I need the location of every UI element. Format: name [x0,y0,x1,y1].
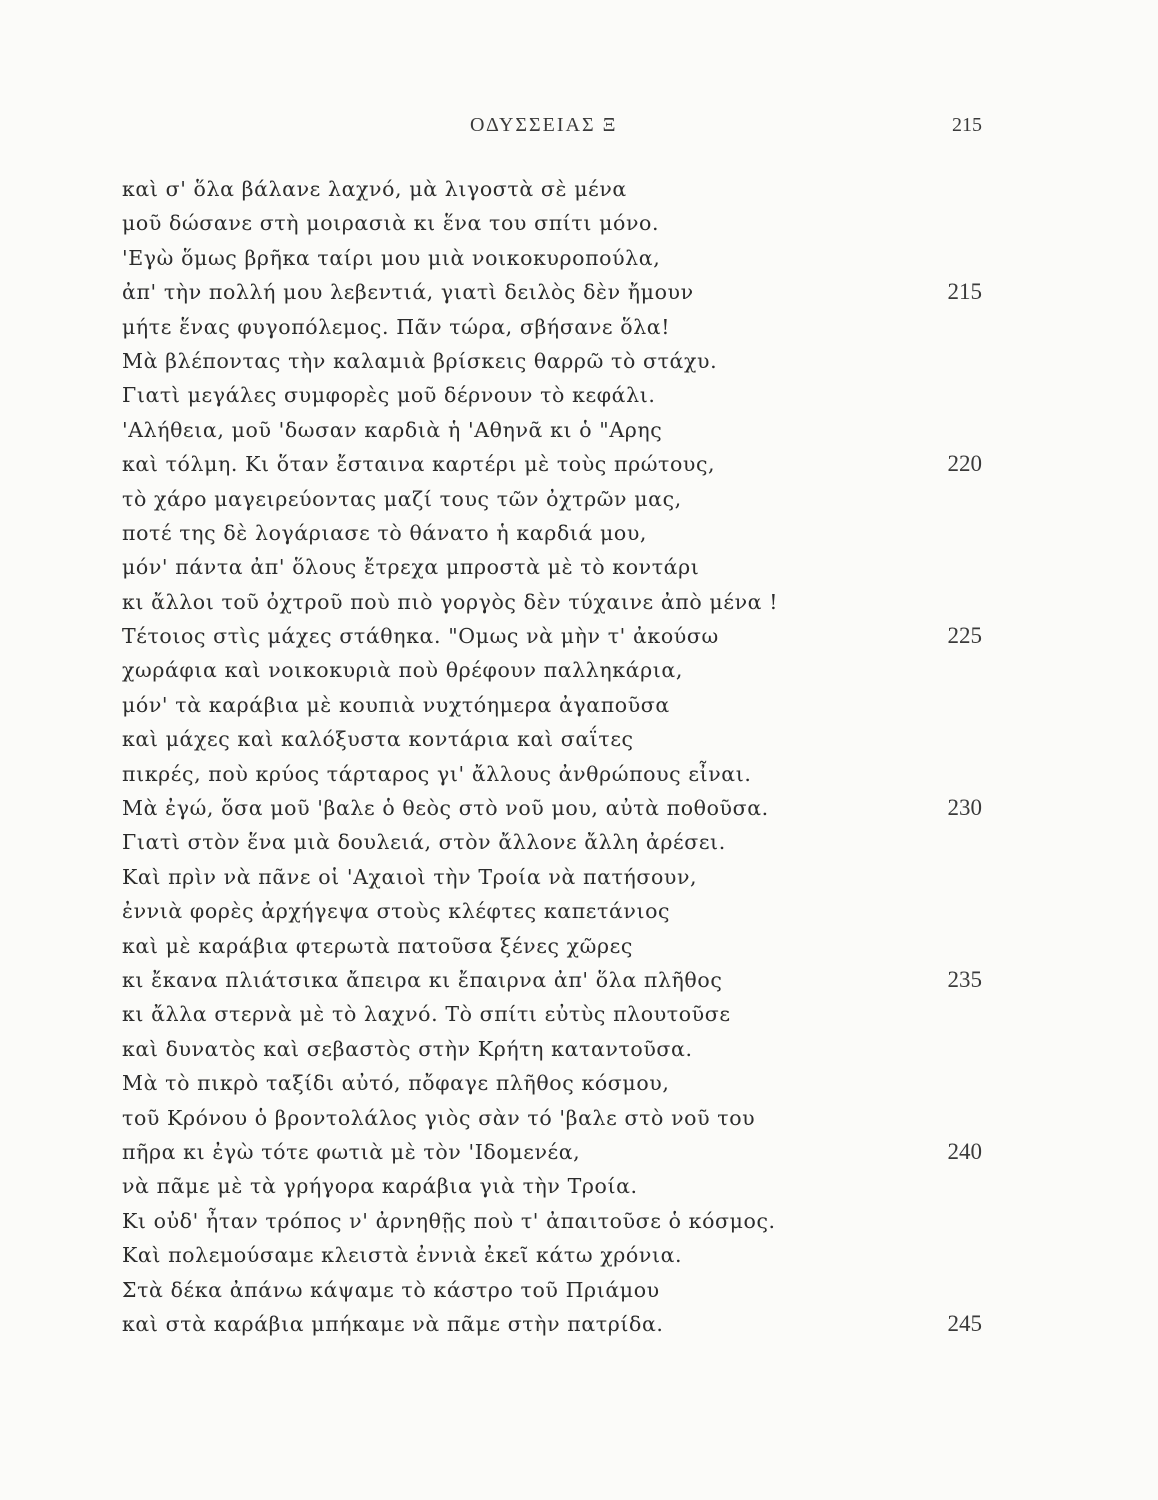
verse-line [122,585,1002,619]
verse-line [122,997,1002,1031]
verse-text: κι ἄλλα στερνὰ μὲ τὸ λαχνό. Τὸ σπίτι εὐτὺς πλουτοῦσε [122,1002,731,1027]
verse-line [122,653,1002,687]
verse-text: μοῦ δώσανε στὴ μοιρασιὰ κι ἕνα του σπίτι μόνο. [122,211,660,236]
verse-line [122,172,1002,206]
verse-line [122,1273,1002,1307]
line-number: 240 [947,1138,982,1164]
verse-line [122,963,1002,997]
line-number: 235 [947,966,982,992]
verse-line [122,447,1002,481]
verse-line [122,722,1002,756]
verse-text: καὶ μάχες καὶ καλόξυστα κοντάρια καὶ σαΐτες [122,727,634,752]
verse-line [122,344,1002,378]
verse-text: Στὰ δέκα ἀπάνω κάψαμε τὸ κάστρο τοῦ Πριάμου [122,1277,660,1302]
verse-line [122,894,1002,928]
verse-line [122,482,1002,516]
running-head [0,114,1158,144]
verse-line [122,550,1002,584]
verse-text: Μὰ ἐγώ, ὅσα μοῦ 'βαλε ὁ θεὸς στὸ νοῦ μου, αὐτὰ ποθοῦσα. [122,796,769,821]
verse-text: πικρές, ποὺ κρύος τάρταρος γι' ἄλλους ἀνθρώπους εἶναι. [122,761,752,786]
line-number: 220 [947,451,982,477]
verse-line [122,1101,1002,1135]
verse-line [122,1032,1002,1066]
running-title: ΟΔΥΣΣΕΙΑΣ Ξ [470,114,618,136]
verse-line [122,929,1002,963]
verse-text: χωράφια καὶ νοικοκυριὰ ποὺ θρέφουν παλληκάρια, [122,658,683,683]
verse-text: Καὶ πρὶν νὰ πᾶνε οἱ 'Αχαιοὶ τὴν Τροία νὰ πατήσουν, [122,864,698,889]
verse-text: ἐννιὰ φορὲς ἀρχήγεψα στοὺς κλέφτες καπετάνιος [122,899,671,924]
verse-text: καὶ στὰ καράβια μπήκαμε νὰ πᾶμε στὴν πατρίδα. [122,1311,664,1336]
verse-text: κι ἔκανα πλιάτσικα ἄπειρα κι ἔπαιρνα ἀπ' ὅλα πλῆθος [122,967,723,992]
page-number: 215 [952,114,982,136]
verse-text: 'Αλήθεια, μοῦ 'δωσαν καρδιὰ ἡ 'Αθηνᾶ κι ὁ "Αρης [122,417,663,442]
verse-line [122,1066,1002,1100]
verse-text: καὶ μὲ καράβια φτερωτὰ πατοῦσα ξένες χῶρες [122,933,633,958]
verse-text: Κι οὐδ' ἦταν τρόπος ν' ἀρνηθῇς ποὺ τ' ἀπαιτοῦσε ὁ κόσμος. [122,1208,776,1233]
verse-text: 'Εγὼ ὅμως βρῆκα ταίρι μου μιὰ νοικοκυροπούλα, [122,245,661,270]
verse-text: νὰ πᾶμε μὲ τὰ γρήγορα καράβια γιὰ τὴν Τροία. [122,1174,638,1199]
verse-line [122,1135,1002,1169]
verse-line [122,688,1002,722]
line-number: 215 [947,279,982,305]
verse-line [122,378,1002,412]
verse-text: Τέτοιος στὶς μάχες στάθηκα. "Ομως νὰ μὴν τ' ἀκούσω [122,624,719,649]
verse-text: καὶ τόλμη. Κι ὅταν ἔσταινα καρτέρι μὲ τοὺς πρώτους, [122,452,716,477]
verse-text: Μὰ βλέποντας τὴν καλαμιὰ βρίσκεις θαρρῶ τὸ στάχυ. [122,348,718,373]
verse-line [122,860,1002,894]
line-number: 245 [947,1310,982,1336]
verse-text: τοῦ Κρόνου ὁ βροντολάλος γιὸς σὰν τό 'βαλε στὸ νοῦ του [122,1105,756,1130]
verse-text: μόν' πάντα ἀπ' ὅλους ἔτρεχα μπροστὰ μὲ τὸ κοντάρι [122,555,700,580]
verse-text: καὶ σ' ὅλα βάλανε λαχνό, μὰ λιγοστὰ σὲ μένα [122,177,627,201]
line-number: 230 [947,795,982,821]
verse-line [122,1238,1002,1272]
verse-text: Καὶ πολεμούσαμε κλειστὰ ἐννιὰ ἐκεῖ κάτω χρόνια. [122,1243,683,1268]
verse-text: ἀπ' τὴν πολλή μου λεβεντιά, γιατὶ δειλὸς δὲν ἤμουν [122,280,694,305]
verse-text: Μὰ τὸ πικρὸ ταξίδι αὐτό, πὄφαγε πλῆθος κόσμου, [122,1071,670,1096]
verse-text: πῆρα κι ἐγὼ τότε φωτιὰ μὲ τὸν 'Ιδομενέα, [122,1139,581,1164]
verse-line [122,1204,1002,1238]
verse-line [122,757,1002,791]
line-number: 225 [947,623,982,649]
verse-line [122,275,1002,309]
verse-line [122,516,1002,550]
verse-line [122,413,1002,447]
verse-line [122,241,1002,275]
verse-line [122,206,1002,240]
verse-text: καὶ δυνατὸς καὶ σεβαστὸς στὴν Κρήτη καταντοῦσα. [122,1036,693,1061]
verse-block [122,172,1002,1341]
verse-text: κι ἄλλοι τοῦ ὀχτροῦ ποὺ πιὸ γοργὸς δὲν τύχαινε ἀπὸ μένα ! [122,589,779,614]
verse-text: Γιατὶ μεγάλες συμφορὲς μοῦ δέρνουν τὸ κεφάλι. [122,383,656,408]
verse-line [122,1169,1002,1203]
verse-text: μήτε ἕνας φυγοπόλεμος. Πᾶν τώρα, σβήσανε ὅλα! [122,314,671,339]
verse-line [122,310,1002,344]
verse-text: τὸ χάρο μαγειρεύοντας μαζί τους τῶν ὀχτρῶν μας, [122,486,682,511]
verse-text: μόν' τὰ καράβια μὲ κουπιὰ νυχτόημερα ἀγαποῦσα [122,692,670,717]
verse-line [122,791,1002,825]
verse-text: Γιατὶ στὸν ἕνα μιὰ δουλειά, στὸν ἄλλονε ἄλλη ἀρέσει. [122,830,726,855]
verse-line [122,1307,1002,1341]
verse-line [122,619,1002,653]
verse-text: ποτέ της δὲ λογάριασε τὸ θάνατο ἡ καρδιά μου, [122,520,648,545]
verse-line [122,825,1002,859]
